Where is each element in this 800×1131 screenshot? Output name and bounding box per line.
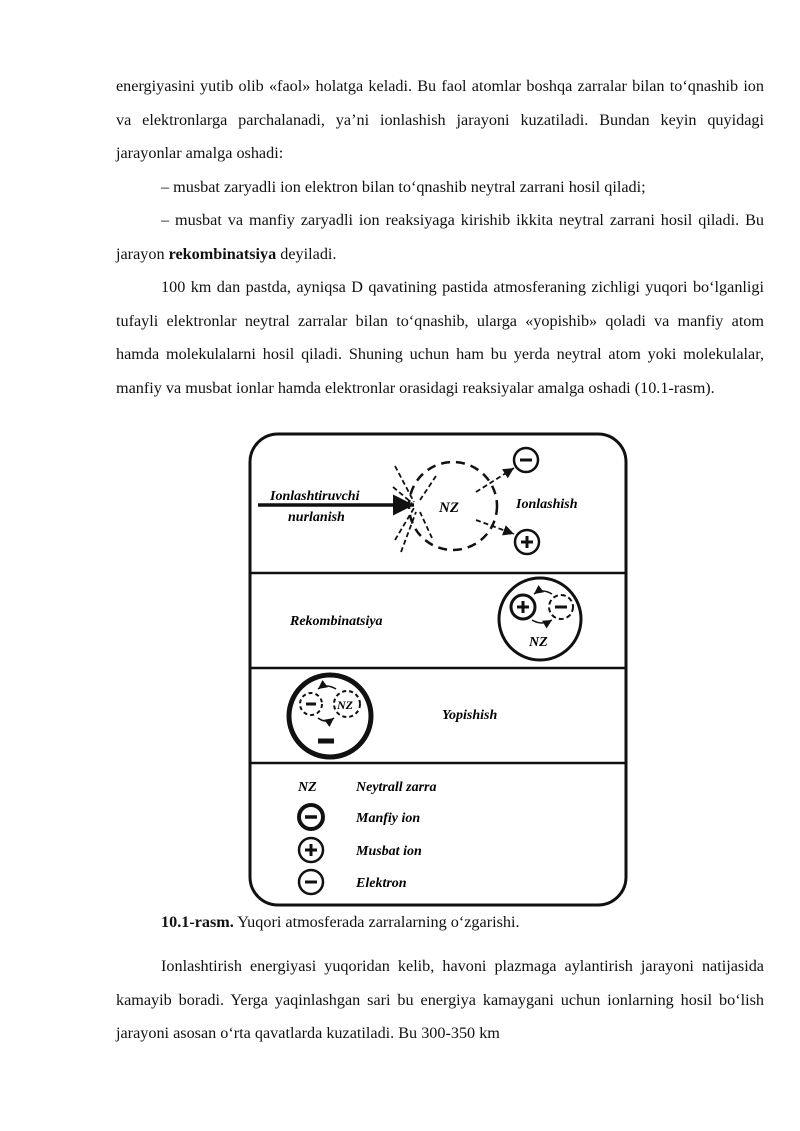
positive-ion-icon <box>511 595 535 619</box>
burst-rays <box>393 466 436 552</box>
text-run: energiyasini yutib olib «faol» holatga keladi. Bu faol atomlar boshqa zarralar bilan to‘qnashib ion va elektronlarga parchalanadi, ya’ni ionlashish jarayoni kuzatiladi. Bundan keyin quyidagi jarayonlar amalga oshadi: <box>116 77 764 162</box>
paragraph <box>116 171 764 205</box>
figure-particle-transformations <box>248 432 628 908</box>
negative-ion-icon <box>299 805 323 829</box>
recombination-arrow <box>534 591 552 594</box>
nz-label: NZ <box>529 635 548 650</box>
ionizing-radiation-label: Ionlashtiruvchi <box>270 489 360 504</box>
legend-label: Manfiy ion <box>356 811 421 826</box>
text-run: – musbat va manfiy zaryadli ion reaksiyaga kirishib ikkita neytral zarrani hosil qiladi. Bu jarayon <box>116 211 764 263</box>
attachment-arrow <box>318 718 334 721</box>
legend-label: Neytrall zarra <box>356 780 437 795</box>
attachment-circle <box>289 675 371 757</box>
electron-icon <box>300 693 322 715</box>
electron-path <box>476 468 514 492</box>
bold-term: rekombinatsiya <box>168 244 277 263</box>
text-run: deyiladi. <box>276 244 337 263</box>
recombination-arrow <box>532 620 552 623</box>
text-top <box>116 70 764 405</box>
svg-text:NZ: NZ <box>337 698 353 712</box>
electron-icon <box>299 870 323 894</box>
legend-label: Musbat ion <box>356 844 422 859</box>
electron-icon <box>514 448 538 472</box>
paragraph <box>116 271 764 405</box>
ionizing-radiation-label: nurlanish <box>288 510 345 525</box>
figure-caption <box>161 906 520 940</box>
positive-ion-icon <box>299 838 323 862</box>
neutral-particle <box>334 691 360 717</box>
positive-ion-icon <box>515 530 539 554</box>
attachment-label: Yopishish <box>442 708 498 723</box>
caption-text: Yuqori atmosferada zarralarning o‘zgarishi. <box>233 913 520 931</box>
attachment-arrow <box>318 686 336 689</box>
caption-label: 10.1-rasm. <box>161 913 234 931</box>
text-bottom <box>116 950 764 1051</box>
legend-nz-symbol: NZ <box>298 780 317 795</box>
text-run: 100 km dan pastda, ayniqsa D qavatining pastida atmosferaning zichligi yuqori bo‘lganligi tufayli elektronlar neytral zarralar bilan to‘qnashib, ularga «yopishib» qoladi va manfiy atom hamda molekulalarni hosil qiladi. Shuning uchun ham bu yerda neytral atom yoki molekulalar, manfiy va musbat ionlar hamda elektronlar orasidagi reaksiyalar amalga oshadi (10.1-rasm). <box>116 278 764 397</box>
legend <box>297 780 437 894</box>
legend-label: Elektron <box>356 876 407 891</box>
negative-ion-icon <box>549 595 573 619</box>
nz-label: NZ <box>439 500 459 516</box>
paragraph <box>116 204 764 271</box>
paragraph <box>116 70 764 171</box>
text-run: – musbat zaryadli ion elektron bilan to‘qnashib neytral zarrani hosil qiladi; <box>161 177 646 196</box>
recombination-label: Rekombinatsiya <box>290 614 383 629</box>
ionization-label: Ionlashish <box>516 497 578 512</box>
paragraph <box>116 950 764 1051</box>
text-run: Ionlashtirish energiyasi yuqoridan kelib, havoni plazmaga aylantirish jarayoni natijasida kamayib boradi. Yerga yaqinlashgan sari bu energiya kamaygani uchun ionlarning hosil bo‘lish jarayoni asosan o‘rta qavatlarda kuzatiladi. Bu 300-350 km <box>116 957 764 1042</box>
